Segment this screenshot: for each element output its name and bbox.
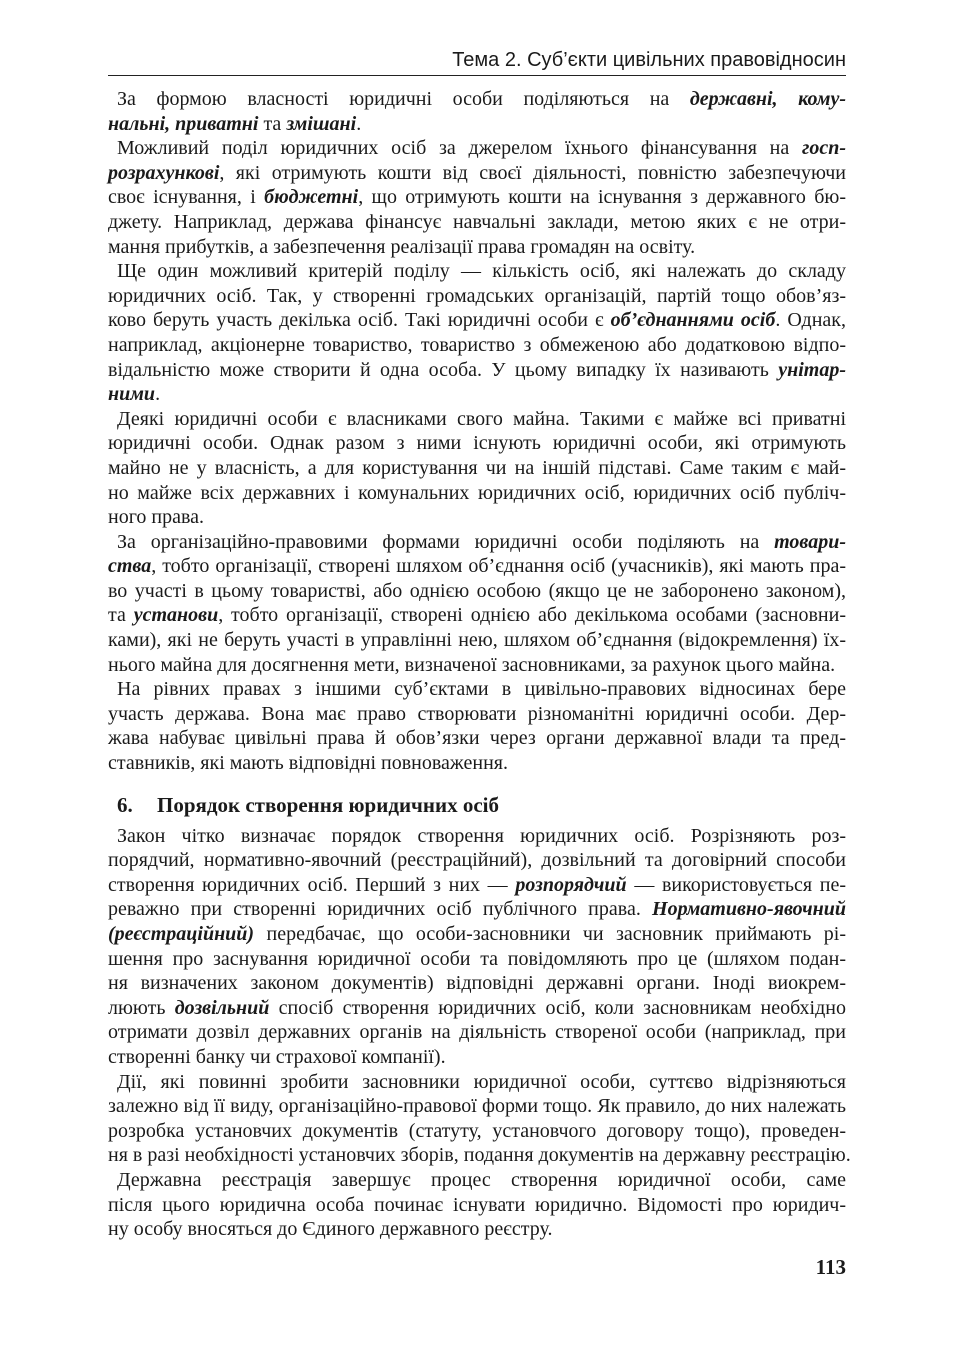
- emphasized-term: ства: [108, 555, 152, 578]
- text-run: ня визначених законом документів) відповідні державні органи. Іноді виокрем-: [108, 972, 846, 995]
- text-run: юридичні особи. Однак разом з ними існують юридичні особи, які отримують: [108, 432, 846, 455]
- text-run: , що отримують кошти на існування з державного бю-: [358, 186, 846, 209]
- paragraph: [108, 259, 846, 407]
- text-run: Державна реєстрація завершує процес створення юридичної особи, саме: [117, 1168, 846, 1191]
- paragraph: [108, 824, 846, 1070]
- text-line: [108, 579, 846, 604]
- text-line: [108, 530, 846, 555]
- emphasized-term: об’єднаннями осіб: [610, 309, 776, 332]
- text-run: майно не у власність, а для користування чи на іншій підставі. Саме таким є май-: [108, 456, 846, 479]
- text-run: створенні банку чи страхової компанії).: [108, 1045, 446, 1068]
- emphasized-term: товари-: [774, 530, 846, 553]
- text-run: Дії, які повинні зробити засновники юридичної особи, суттєво відрізняються: [117, 1070, 846, 1093]
- text-line: [108, 996, 846, 1021]
- text-run: .: [155, 383, 161, 406]
- emphasized-term: госп-: [801, 137, 846, 160]
- emphasized-term: ними: [108, 383, 156, 406]
- text-run: своє існування, і: [108, 186, 265, 209]
- running-header: Тема 2. Суб’єкти цивільних правовідносин: [452, 49, 846, 71]
- text-run: но майже всіх державних і комунальних юридичних осіб, юридичних осіб публіч-: [108, 481, 846, 504]
- text-run: Деякі юридичні особи є власниками свого майна. Такими є майже всі приватні: [117, 407, 846, 430]
- text-run: нього майна для досягнення мети, визначеної засновниками, за рахунок цього майна.: [108, 653, 836, 676]
- text-line: [108, 897, 846, 922]
- paragraphs-before-section: [108, 87, 846, 776]
- text-run: залежно від її виду, організаційно-правової форми тощо. Як правило, до них належать: [108, 1095, 846, 1118]
- text-run: мання прибутків, а забезпечення реалізації права громадян на освіту.: [108, 235, 696, 258]
- text-line: [108, 653, 846, 678]
- text-line: [108, 407, 846, 432]
- emphasized-term: змішані: [286, 112, 357, 135]
- text-line: [108, 677, 846, 702]
- text-line: [108, 824, 846, 849]
- text-run: жава набуває цивільні права й обов’язки через органи державної влади та пред-: [108, 727, 846, 750]
- text-run: За організаційно-правовими формами юридичні особи поділяють на: [117, 530, 775, 553]
- text-line: [108, 1070, 846, 1095]
- text-line: [108, 1045, 846, 1070]
- section-title: Порядок створення юридичних осіб: [157, 792, 499, 817]
- text-line: [108, 87, 846, 112]
- text-line: [108, 185, 846, 210]
- text-line: [108, 1193, 846, 1218]
- text-run: та: [258, 112, 287, 135]
- text-line: [108, 1119, 846, 1144]
- text-run: ня в разі необхідності установчих зборів, подання документів на державну реєстрацію.: [108, 1144, 851, 1167]
- paragraphs-after-section: [108, 824, 851, 1242]
- emphasized-term: (реєстраційний): [108, 923, 255, 945]
- text-run: . Однак,: [775, 309, 846, 332]
- text-line: [108, 308, 846, 333]
- text-run: Можливий поділ юридичних осіб за джерелом їхнього фінансування на: [117, 137, 802, 160]
- text-line: [108, 382, 846, 407]
- text-line: [108, 751, 846, 776]
- emphasized-term: розпорядчий: [515, 873, 627, 896]
- section-number: 6.: [117, 792, 133, 817]
- paragraph: [108, 87, 846, 136]
- section-heading: [108, 792, 846, 818]
- text-line: [108, 505, 846, 530]
- emphasized-term: бюджетні: [264, 186, 359, 209]
- text-run: ками), які не беруть участі в управлінні нею, шляхом об’єднання (відокремлення) їх-: [108, 629, 846, 652]
- text-line: [108, 136, 846, 161]
- emphasized-term: державні, кому-: [689, 88, 846, 110]
- emphasized-term: установи: [133, 604, 219, 627]
- text-run: ково беруть участь декілька осіб. Такі юридичні особи є: [108, 309, 611, 332]
- text-line: [108, 481, 846, 506]
- paragraph: [108, 1070, 851, 1168]
- text-line: [108, 702, 846, 727]
- text-line: [108, 112, 846, 137]
- text-line: [108, 947, 846, 972]
- text-run: , які отримують кошти від своєї діяльності, повністю забезпечуючи: [219, 161, 846, 184]
- text-run: відальністю може створити й одна особа. У цьому випадку їх називають: [108, 358, 779, 381]
- text-line: [108, 603, 846, 628]
- text-line: [108, 210, 846, 235]
- emphasized-term: унітар-: [778, 358, 846, 381]
- paragraph: [108, 136, 846, 259]
- text-run: ну особу вносяться до Єдиного державного реєстру.: [108, 1218, 553, 1241]
- text-run: во участі в цьому товаристві, або однією особою (якщо це не заборонено законом),: [108, 579, 846, 602]
- text-run: та: [108, 604, 134, 627]
- text-line: [108, 971, 846, 996]
- text-line: [108, 161, 846, 186]
- paragraph: [108, 1168, 846, 1242]
- text-run: — використовується пе-: [626, 873, 846, 896]
- text-line: [108, 333, 846, 358]
- text-line: [108, 1094, 846, 1119]
- text-run: передбачає, що особи-засновники чи засновник приймають рі-: [254, 923, 846, 945]
- page-body: [108, 87, 851, 1242]
- emphasized-term: дозвільний: [174, 996, 270, 1019]
- emphasized-term: нальні, приватні: [108, 112, 259, 135]
- text-line: [108, 431, 846, 456]
- text-run: розробка установчих документів (статуту, установчого договору тощо), проведен-: [108, 1119, 846, 1142]
- text-run: , тобто організації, створені однією або декількома особами (засновни-: [218, 604, 846, 627]
- page-number: 113: [815, 1255, 846, 1279]
- text-run: наприклад, акціонерне товариство, товариство з обмеженою або додатковою відпо-: [108, 333, 846, 356]
- text-line: [108, 726, 846, 751]
- text-run: На рівних правах з іншими суб’єктами в цивільно-правових відносинах бере: [117, 678, 846, 701]
- text-line: [108, 1168, 846, 1193]
- text-run: створення юридичних осіб. Перший з них —: [108, 873, 516, 896]
- text-line: [108, 284, 846, 309]
- text-line: [108, 1143, 851, 1168]
- text-run: За формою власності юридичні особи поділяються на: [117, 88, 690, 110]
- text-run: юридичних осіб. Так, у створенні громадських організацій, партій тощо обов’яз-: [108, 284, 846, 307]
- text-line: [108, 848, 846, 873]
- text-run: отримати дозвіл державних органів на діяльність створеної особи (наприклад, при: [108, 1021, 846, 1044]
- text-line: [108, 628, 846, 653]
- text-run: після цього юридична особа починає існувати юридично. Відомості про юридич-: [108, 1193, 846, 1216]
- text-run: участь держава. Вона має право створювати різноманітні юридичні особи. Дер-: [108, 702, 846, 725]
- text-run: люють: [108, 996, 175, 1019]
- text-line: [108, 1217, 846, 1242]
- text-line: [108, 922, 846, 947]
- text-line: [108, 873, 846, 898]
- text-line: [108, 554, 846, 579]
- text-run: реважно при створенні юридичних осіб публічного права.: [108, 898, 653, 921]
- text-run: спосіб створення юридичних осіб, коли засновникам необхідно: [269, 996, 846, 1019]
- text-line: [108, 1020, 846, 1045]
- text-run: Ще один можливий критерій поділу — кількість осіб, які належать до складу: [117, 260, 846, 283]
- text-run: , тобто організації, створені шляхом об’єднання осіб (учасників), які мають пра-: [151, 555, 846, 578]
- text-run: джету. Наприклад, держава фінансує навчальні заклади, метою яких є не отри-: [108, 210, 846, 233]
- text-line: [108, 259, 846, 284]
- text-run: ставників, які мають відповідні повноваження.: [108, 752, 508, 775]
- text-run: Закон чітко визначає порядок створення юридичних осіб. Розрізняють роз-: [117, 824, 846, 847]
- text-run: шення про заснування юридичної особи та повідомляють про це (шляхом подан-: [108, 947, 846, 970]
- text-run: .: [356, 112, 362, 135]
- paragraph: [108, 530, 846, 678]
- text-run: порядчий, нормативно-явочний (реєстраційний), дозвільний та договірний способи: [108, 849, 846, 872]
- text-line: [108, 358, 846, 383]
- paragraph: [108, 677, 846, 775]
- text-run: ного права.: [108, 506, 205, 529]
- text-line: [108, 456, 846, 481]
- emphasized-term: розрахункові: [108, 161, 220, 184]
- emphasized-term: Нормативно-явочний: [652, 898, 846, 921]
- text-line: [108, 235, 846, 260]
- paragraph: [108, 407, 846, 530]
- header-rule: [108, 75, 846, 76]
